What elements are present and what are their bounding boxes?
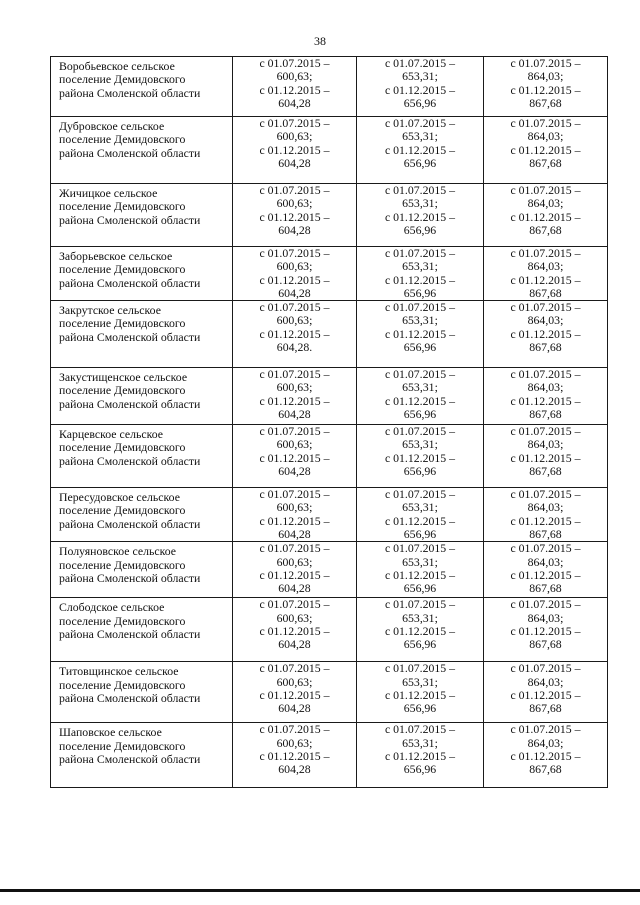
- tariff-cell-col2: [357, 117, 484, 184]
- tariff-line: с 01.12.2015 –: [259, 567, 330, 582]
- settlement-name-cell: [51, 184, 233, 247]
- settlement-name-line: Титовщинское сельское: [59, 664, 179, 679]
- tariff-line: 867,68: [529, 464, 562, 479]
- settlement-name-line: Полуяновское сельское: [59, 544, 177, 559]
- tariff-cell-col1: [233, 425, 357, 488]
- tariff-line: 653,31;: [402, 674, 438, 689]
- tariff-cell-col2: [357, 662, 484, 723]
- table-row: [51, 662, 608, 723]
- tariff-cell-col2: [357, 598, 484, 662]
- settlement-name-line: Дубровское сельское: [59, 119, 165, 133]
- settlement-name-cell: [51, 57, 233, 117]
- tariff-line: 867,68: [529, 762, 562, 777]
- tariff-line: 600,63;: [276, 735, 313, 750]
- tariff-line: с 01.12.2015 –: [259, 748, 330, 763]
- tariff-line: 867,68: [529, 155, 562, 170]
- table-row: [51, 117, 608, 184]
- tariff-line: с 01.12.2015 –: [384, 326, 456, 341]
- tariff-line: с 01.07.2015 –: [510, 597, 581, 612]
- tariff-line: с 01.07.2015 –: [510, 246, 581, 260]
- tariff-line: с 01.07.2015 –: [510, 661, 581, 676]
- settlement-name-line: поселение Демидовского: [59, 440, 186, 455]
- settlement-name-cell: [51, 598, 233, 662]
- tariff-line: с 01.07.2015 –: [259, 183, 330, 197]
- tariff-cell-col3: [484, 542, 608, 598]
- settlement-name-cell: [51, 117, 233, 184]
- tariff-cell-col3: [484, 598, 608, 662]
- tariff-line: 864,03;: [527, 259, 564, 274]
- tariff-line: с 01.12.2015 –: [259, 450, 330, 465]
- tariff-line: 653,31;: [402, 437, 438, 452]
- tariff-line: с 01.07.2015 –: [510, 424, 581, 439]
- tariff-line: с 01.07.2015 –: [384, 246, 456, 260]
- tariff-line: 600,63;: [276, 313, 313, 328]
- tariff-line: с 01.07.2015 –: [384, 487, 456, 502]
- tariff-cell-col3: [484, 184, 608, 247]
- table-row: [51, 425, 608, 488]
- settlement-name-line: поселение Демидовского: [59, 132, 186, 147]
- settlement-name-line: поселение Демидовского: [59, 72, 186, 87]
- tariff-line: 656,96: [403, 407, 437, 422]
- tariff-line: 867,68: [529, 340, 562, 355]
- tariff-line: 867,68: [529, 285, 562, 300]
- tariff-line: с 01.12.2015 –: [259, 687, 330, 702]
- tariff-line: с 01.07.2015 –: [384, 116, 456, 130]
- tariff-line: 656,96: [403, 581, 437, 596]
- tariff-line: с 01.12.2015 –: [259, 142, 330, 157]
- tariff-line: 653,31;: [402, 313, 438, 328]
- tariff-line: 653,31;: [402, 259, 438, 274]
- tariff-cell-col2: [357, 723, 484, 788]
- tariff-cell-col1: [233, 368, 357, 425]
- tariff-line: 656,96: [403, 527, 437, 542]
- tariff-line: с 01.07.2015 –: [259, 597, 330, 612]
- tariff-cell-col1: [233, 247, 357, 301]
- settlement-name-line: района Смоленской области: [59, 329, 201, 344]
- settlement-name-line: района Смоленской области: [59, 212, 201, 227]
- tariff-line: 864,03;: [527, 554, 564, 569]
- tariff-cell-col3: [484, 117, 608, 184]
- settlement-name-line: Воробьевское сельское: [59, 59, 175, 73]
- tariff-line: с 01.07.2015 –: [384, 300, 456, 315]
- tariff-cell-col3: [484, 368, 608, 425]
- tariff-line: с 01.07.2015 –: [384, 661, 456, 676]
- tariff-cell-col1: [233, 184, 357, 247]
- tariff-cell-col3: [484, 488, 608, 542]
- tariff-line: 864,03;: [527, 610, 564, 625]
- tariff-line: с 01.07.2015 –: [510, 541, 581, 556]
- tariff-line: с 01.12.2015 –: [510, 142, 581, 157]
- settlement-name-cell: [51, 488, 233, 542]
- tariff-line: 604,28: [278, 222, 311, 237]
- tariff-line: 867,68: [529, 407, 562, 422]
- tariff-line: 604,28: [278, 581, 311, 596]
- tariff-line: с 01.12.2015 –: [384, 567, 456, 582]
- settlement-name-line: поселение Демидовского: [59, 557, 186, 572]
- settlement-name-line: поселение Демидовского: [59, 383, 186, 398]
- tariff-line: 600,63;: [276, 674, 313, 689]
- tariff-line: 600,63;: [276, 610, 313, 625]
- tariff-line: с 01.12.2015 –: [510, 513, 581, 528]
- settlement-name-line: Слободское сельское: [59, 600, 165, 615]
- settlement-name-cell: [51, 368, 233, 425]
- tariff-line: с 01.07.2015 –: [510, 300, 581, 315]
- tariff-line: с 01.12.2015 –: [384, 209, 456, 224]
- tariff-line: с 01.07.2015 –: [384, 183, 456, 197]
- settlement-name-line: поселение Демидовского: [59, 503, 186, 518]
- tariff-line: с 01.12.2015 –: [510, 393, 581, 408]
- tariff-line: 864,03;: [527, 674, 564, 689]
- tariff-line: с 01.07.2015 –: [510, 116, 581, 130]
- tariff-line: с 01.07.2015 –: [259, 300, 330, 315]
- tariff-line: с 01.12.2015 –: [259, 82, 330, 97]
- tariff-line: с 01.12.2015 –: [510, 326, 581, 341]
- settlement-name-line: Жичицкое сельское: [59, 186, 158, 200]
- settlement-name-line: района Смоленской области: [59, 751, 201, 766]
- tariff-line: 864,03;: [527, 500, 564, 515]
- tariff-line: 604,28: [278, 637, 311, 652]
- tariff-line: 600,63;: [276, 500, 313, 515]
- table-row: [51, 542, 608, 598]
- tariff-cell-col3: [484, 247, 608, 301]
- table-row: [51, 723, 608, 788]
- tariff-line: 867,68: [529, 527, 562, 542]
- tariff-line: с 01.07.2015 –: [384, 722, 456, 737]
- tariff-line: 653,31;: [402, 380, 438, 395]
- tariff-line: с 01.12.2015 –: [384, 513, 456, 528]
- tariff-line: с 01.12.2015 –: [510, 748, 581, 763]
- tariff-cell-col3: [484, 57, 608, 117]
- tariff-line: 656,96: [403, 285, 437, 300]
- settlement-name-line: района Смоленской области: [59, 570, 201, 585]
- settlement-name-line: района Смоленской области: [59, 690, 201, 705]
- tariff-line: с 01.07.2015 –: [510, 56, 581, 70]
- tariff-line: 604,28: [278, 701, 311, 716]
- tariff-line: с 01.12.2015 –: [384, 748, 456, 763]
- tariff-line: с 01.07.2015 –: [259, 56, 330, 70]
- tariff-cell-col3: [484, 662, 608, 723]
- tariff-line: с 01.12.2015 –: [384, 623, 456, 638]
- tariff-line: 600,63;: [276, 196, 313, 211]
- tariff-line: с 01.12.2015 –: [384, 393, 456, 408]
- tariff-cell-col1: [233, 723, 357, 788]
- tariff-line: 656,96: [403, 701, 437, 716]
- tariff-line: 604,28: [278, 464, 311, 479]
- tariff-cell-col2: [357, 57, 484, 117]
- table-row: [51, 247, 608, 301]
- tariff-line: с 01.12.2015 –: [259, 326, 330, 341]
- tariff-line: с 01.12.2015 –: [259, 623, 330, 638]
- tariff-cell-col2: [357, 368, 484, 425]
- tariff-line: с 01.12.2015 –: [384, 687, 456, 702]
- tariff-line: 864,03;: [527, 69, 564, 84]
- settlement-name-line: поселение Демидовского: [59, 199, 186, 214]
- tariff-line: 864,03;: [527, 437, 564, 452]
- tariff-line: 864,03;: [527, 380, 564, 395]
- tariff-line: с 01.12.2015 –: [259, 513, 330, 528]
- tariff-line: 656,96: [403, 762, 437, 777]
- tariff-cell-col1: [233, 117, 357, 184]
- tariff-line: 600,63;: [276, 554, 313, 569]
- tariff-line: 867,68: [529, 95, 562, 110]
- tariff-line: с 01.07.2015 –: [259, 487, 330, 502]
- tariff-line: 864,03;: [527, 129, 564, 144]
- tariff-cell-col2: [357, 184, 484, 247]
- tariff-line: 867,68: [529, 222, 562, 237]
- settlement-name-line: Закрутское сельское: [59, 303, 161, 318]
- tariff-line: 864,03;: [527, 196, 564, 211]
- tariff-line: 653,31;: [402, 69, 438, 84]
- tariff-line: 600,63;: [276, 380, 313, 395]
- tariff-cell-col2: [357, 488, 484, 542]
- tariff-line: 653,31;: [402, 129, 438, 144]
- tariff-cell-col3: [484, 301, 608, 368]
- settlement-name-line: Пересудовское сельское: [59, 490, 180, 505]
- table-row: [51, 57, 608, 117]
- tariff-line: 656,96: [403, 155, 437, 170]
- tariff-line: с 01.07.2015 –: [384, 56, 456, 70]
- tariff-line: с 01.12.2015 –: [510, 82, 581, 97]
- settlement-name-line: района Смоленской области: [59, 275, 201, 290]
- tariff-line: с 01.12.2015 –: [259, 272, 330, 287]
- tariff-line: с 01.12.2015 –: [510, 623, 581, 638]
- tariff-line: 656,96: [403, 637, 437, 652]
- tariff-line: 653,31;: [402, 196, 438, 211]
- tariff-line: 600,63;: [276, 259, 313, 274]
- tariff-line: с 01.12.2015 –: [384, 82, 456, 97]
- settlement-name-line: поселение Демидовского: [59, 613, 186, 628]
- tariff-cell-col2: [357, 542, 484, 598]
- tariff-cell-col3: [484, 723, 608, 788]
- tariff-line: 867,68: [529, 637, 562, 652]
- settlement-name-line: поселение Демидовского: [59, 738, 186, 753]
- settlement-name-line: Закустищенское сельское: [59, 370, 188, 385]
- tariff-line: с 01.12.2015 –: [259, 393, 330, 408]
- settlement-name-cell: [51, 247, 233, 301]
- settlement-name-line: Карцевское сельское: [59, 427, 164, 442]
- tariff-line: с 01.12.2015 –: [384, 142, 456, 157]
- tariff-table: [50, 56, 608, 788]
- table-row: [51, 184, 608, 247]
- settlement-name-cell: [51, 662, 233, 723]
- tariff-line: с 01.07.2015 –: [259, 722, 330, 737]
- tariff-line: с 01.07.2015 –: [259, 424, 330, 439]
- tariff-line: с 01.07.2015 –: [384, 424, 456, 439]
- settlement-name-line: района Смоленской области: [59, 396, 201, 411]
- settlement-name-cell: [51, 723, 233, 788]
- tariff-cell-col3: [484, 425, 608, 488]
- tariff-cell-col2: [357, 301, 484, 368]
- tariff-line: с 01.07.2015 –: [259, 367, 330, 382]
- tariff-line: 653,31;: [402, 610, 438, 625]
- tariff-line: с 01.07.2015 –: [259, 246, 330, 260]
- tariff-cell-col1: [233, 542, 357, 598]
- tariff-line: с 01.07.2015 –: [510, 183, 581, 197]
- tariff-line: 867,68: [529, 701, 562, 716]
- tariff-line: с 01.07.2015 –: [510, 367, 581, 382]
- tariff-line: с 01.07.2015 –: [384, 541, 456, 556]
- settlement-name-line: района Смоленской области: [59, 145, 201, 160]
- tariff-line: с 01.07.2015 –: [510, 487, 581, 502]
- tariff-line: 864,03;: [527, 313, 564, 328]
- tariff-line: с 01.12.2015 –: [510, 567, 581, 582]
- table-row: [51, 368, 608, 425]
- tariff-line: 604,28: [278, 527, 311, 542]
- settlement-name-line: поселение Демидовского: [59, 677, 186, 692]
- tariff-line: с 01.07.2015 –: [259, 541, 330, 556]
- settlement-name-cell: [51, 301, 233, 368]
- page-bottom-rule: [0, 889, 640, 892]
- tariff-line: 864,03;: [527, 735, 564, 750]
- tariff-line: с 01.12.2015 –: [384, 272, 456, 287]
- tariff-line: 656,96: [403, 222, 437, 237]
- settlement-name-line: района Смоленской области: [59, 453, 201, 468]
- tariff-line: с 01.07.2015 –: [384, 597, 456, 612]
- tariff-line: 867,68: [529, 581, 562, 596]
- tariff-table-body: [51, 57, 608, 788]
- tariff-line: 604,28: [278, 407, 311, 422]
- table-row: [51, 598, 608, 662]
- tariff-cell-col1: [233, 301, 357, 368]
- tariff-line: 600,63;: [276, 129, 313, 144]
- settlement-name-cell: [51, 542, 233, 598]
- tariff-cell-col1: [233, 598, 357, 662]
- table-row: [51, 488, 608, 542]
- tariff-line: 604,28: [278, 95, 311, 110]
- table-row: [51, 301, 608, 368]
- tariff-line: 600,63;: [276, 69, 313, 84]
- tariff-line: с 01.12.2015 –: [259, 209, 330, 224]
- tariff-line: 600,63;: [276, 437, 313, 452]
- tariff-line: 656,96: [403, 95, 437, 110]
- tariff-cell-col2: [357, 425, 484, 488]
- tariff-line: 656,96: [403, 464, 437, 479]
- tariff-cell-col2: [357, 247, 484, 301]
- tariff-line: 653,31;: [402, 500, 438, 515]
- tariff-line: с 01.07.2015 –: [510, 722, 581, 737]
- settlement-name-cell: [51, 425, 233, 488]
- settlement-name-line: Шаповское сельское: [59, 725, 162, 740]
- tariff-line: с 01.07.2015 –: [259, 116, 330, 130]
- tariff-cell-col1: [233, 488, 357, 542]
- settlement-name-line: района Смоленской области: [59, 516, 201, 531]
- tariff-line: с 01.12.2015 –: [384, 450, 456, 465]
- tariff-line: 604,28: [278, 285, 311, 300]
- settlement-name-line: поселение Демидовского: [59, 262, 186, 277]
- tariff-line: с 01.12.2015 –: [510, 450, 581, 465]
- tariff-line: 604,28.: [276, 340, 313, 355]
- settlement-name-line: района Смоленской области: [59, 626, 201, 641]
- tariff-line: 653,31;: [402, 735, 438, 750]
- tariff-cell-col1: [233, 57, 357, 117]
- tariff-line: с 01.12.2015 –: [510, 272, 581, 287]
- tariff-line: с 01.12.2015 –: [510, 687, 581, 702]
- tariff-line: 604,28: [278, 155, 311, 170]
- page-number: 38: [314, 34, 326, 48]
- settlement-name-line: поселение Демидовского: [59, 316, 186, 331]
- tariff-line: с 01.12.2015 –: [510, 209, 581, 224]
- tariff-line: 653,31;: [402, 554, 438, 569]
- tariff-line: с 01.07.2015 –: [259, 661, 330, 676]
- settlement-name-line: Заборьевское сельское: [59, 249, 173, 263]
- settlement-name-line: района Смоленской области: [59, 85, 201, 100]
- tariff-line: с 01.07.2015 –: [384, 367, 456, 382]
- tariff-cell-col1: [233, 662, 357, 723]
- tariff-line: 604,28: [278, 762, 311, 777]
- tariff-line: 656,96: [403, 340, 437, 355]
